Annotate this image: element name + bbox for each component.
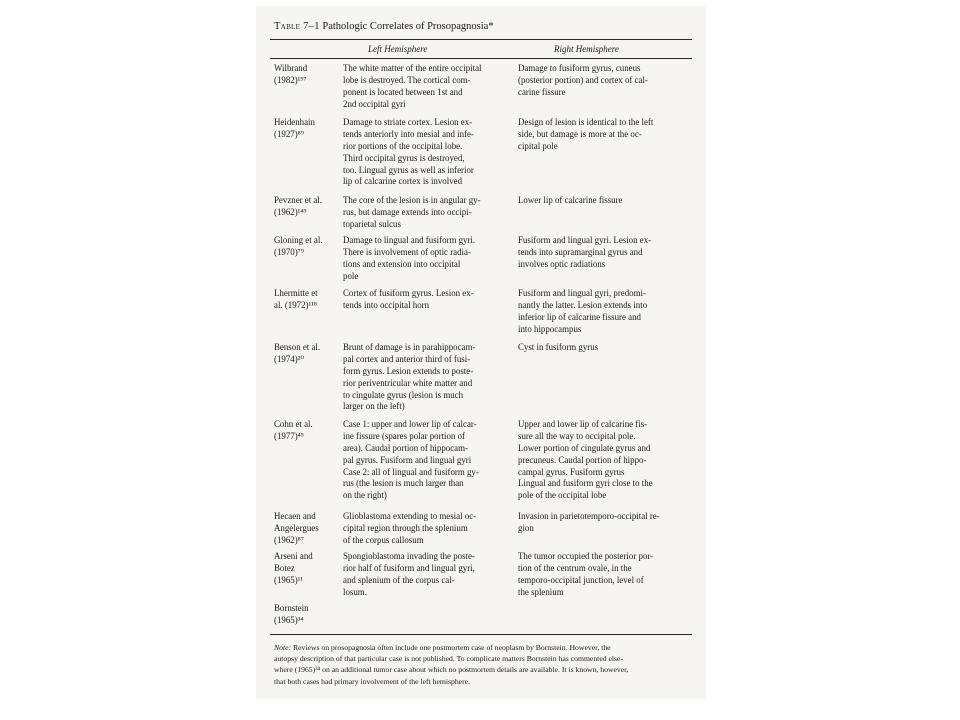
right-hemisphere-cell bbox=[518, 195, 622, 207]
cell-line: pole bbox=[343, 270, 359, 281]
cell-line: Lower portion of cingulate gyrus and bbox=[518, 442, 651, 453]
cell-line: Fusiform and lingual gyri, predomi- bbox=[518, 288, 646, 298]
cell-line: Hecaen and bbox=[274, 511, 316, 521]
cell-line: tion of the centrum ovale, in the bbox=[518, 562, 632, 573]
author-cell bbox=[274, 63, 307, 87]
cell-line: campal gyrus. Fusiform gyrus bbox=[518, 466, 625, 477]
scanned-page bbox=[256, 6, 706, 699]
cell-line: Brunt of damage is in parahippocam- bbox=[343, 342, 476, 352]
author-cell bbox=[274, 419, 313, 443]
cell-line: sure all the way to occipital pole. bbox=[518, 430, 636, 441]
right-hemisphere-cell bbox=[518, 117, 653, 153]
cell-line: Benson et al. bbox=[274, 342, 321, 352]
cell-line: Wilbrand bbox=[274, 63, 308, 73]
note-line bbox=[274, 642, 692, 653]
cell-line: lip of calcarine cortex is involved bbox=[343, 176, 463, 187]
cell-line: into hippocampus bbox=[518, 323, 582, 334]
cell-line: to cingulate gyrus (lesion is much bbox=[343, 389, 464, 400]
author-cell bbox=[274, 511, 319, 547]
cell-line: rus (the lesion is much larger than bbox=[343, 478, 464, 489]
cell-line: rior portions of the occipital lobe. bbox=[343, 140, 463, 151]
cell-line: (1927)⁸⁹ bbox=[274, 128, 304, 139]
left-hemisphere-cell bbox=[343, 551, 475, 599]
cell-line: Damage to fusiform gyrus, cuneus bbox=[518, 63, 641, 73]
cell-line: rior periventricular white matter and bbox=[343, 377, 473, 388]
cell-line: Lower lip of calcarine fissure bbox=[518, 195, 623, 205]
cell-line: Lingual and fusiform gyri close to the bbox=[518, 478, 653, 489]
left-hemisphere-cell bbox=[343, 117, 474, 188]
cell-line: (1974)²⁰ bbox=[274, 353, 304, 364]
cell-line: form gyrus. Lesion extends to poste- bbox=[343, 365, 474, 376]
left-hemisphere-cell bbox=[343, 63, 482, 111]
author-cell bbox=[274, 342, 320, 366]
cell-line: nantly the latter. Lesion extends into bbox=[518, 299, 648, 310]
right-hemisphere-cell bbox=[518, 342, 598, 354]
cell-line: ponent is located between 1st and bbox=[343, 86, 463, 97]
cell-line: larger on the left) bbox=[343, 401, 405, 412]
column-header-right: Right Hemisphere bbox=[554, 44, 619, 54]
header-rule bbox=[270, 58, 692, 59]
cell-line: cipital region through the splenium bbox=[343, 522, 468, 533]
right-hemisphere-cell bbox=[518, 288, 647, 336]
cell-line: 2nd occipital gyri bbox=[343, 98, 406, 109]
cell-line: Heidenhain bbox=[274, 117, 315, 127]
cell-line: (1970)⁷⁹ bbox=[274, 246, 304, 257]
cell-line: (1962)¹⁴⁹ bbox=[274, 206, 307, 217]
cell-line: lobe is destroyed. The cortical com- bbox=[343, 74, 471, 85]
cell-line: Damage to striate cortex. Lesion ex- bbox=[343, 117, 473, 127]
table-label: Table 7–1 bbox=[274, 21, 320, 32]
cell-line: inferior lip of calcarine fissure and bbox=[518, 311, 641, 322]
author-cell bbox=[274, 551, 313, 587]
cell-line: involves optic radiations bbox=[518, 258, 606, 269]
cell-line: Pevzner et al. bbox=[274, 195, 323, 205]
cell-line: Third occipital gyrus is destroyed, bbox=[343, 152, 465, 163]
note-lead: Note: bbox=[274, 643, 292, 652]
cell-line: (1965)¹¹ bbox=[274, 574, 303, 585]
cell-line: Case 2: all of lingual and fusiform gy- bbox=[343, 466, 479, 477]
cell-line: cipital pole bbox=[518, 140, 558, 151]
cell-line: Cortex of fusiform gyrus. Lesion ex- bbox=[343, 288, 474, 298]
cell-line: carine fissure bbox=[518, 86, 566, 97]
cell-line: (1965)³⁴ bbox=[274, 614, 304, 625]
note-line: that both cases had primary involvement of the left hemisphere. bbox=[274, 676, 470, 686]
right-hemisphere-cell bbox=[518, 235, 651, 271]
cell-line: The white matter of the entire occipital bbox=[343, 63, 482, 73]
left-hemisphere-cell bbox=[343, 511, 476, 547]
cell-line: Cohn et al. bbox=[274, 419, 313, 429]
cell-line: (1982)¹⁹⁷ bbox=[274, 74, 307, 85]
cell-line: tions and extension into occipital bbox=[343, 258, 461, 269]
table-title bbox=[274, 21, 494, 32]
right-hemisphere-cell bbox=[518, 511, 660, 535]
cell-line: of the corpus callosum bbox=[343, 534, 424, 545]
cell-line: toparietal sulcus bbox=[343, 218, 401, 229]
cell-line: too. Lingual gyrus as well as inferior bbox=[343, 164, 474, 175]
note-line: autopsy description of that particular case is not published. To complicate matters Bornstein has commented else- bbox=[274, 654, 624, 664]
right-hemisphere-cell bbox=[518, 63, 648, 99]
cell-line: Bornstein bbox=[274, 603, 309, 613]
cell-line: area). Caudal portion of hippocam- bbox=[343, 442, 468, 453]
cell-line: tends into occipital horn bbox=[343, 299, 430, 310]
column-header-left: Left Hemisphere bbox=[368, 44, 428, 54]
cell-line: Angelergues bbox=[274, 522, 319, 533]
author-cell bbox=[274, 603, 309, 627]
cell-line: al. (1972)¹¹⁸ bbox=[274, 299, 317, 310]
cell-line: Glioblastoma extending to mesial oc- bbox=[343, 511, 477, 521]
table-note bbox=[274, 642, 692, 687]
author-cell bbox=[274, 235, 323, 259]
cell-line: the splenium bbox=[518, 586, 564, 597]
cell-line: temporo-occipital junction, level of bbox=[518, 574, 644, 585]
cell-line: precuneus. Caudal portion of hippo- bbox=[518, 454, 647, 465]
cell-line: Upper and lower lip of calcarine fis- bbox=[518, 419, 648, 429]
author-cell bbox=[274, 195, 322, 219]
table-title-text: Pathologic Correlates of Prosopagnosia* bbox=[322, 21, 494, 32]
cell-line: pole of the occipital lobe bbox=[518, 490, 607, 501]
cell-line: gion bbox=[518, 522, 534, 533]
cell-line: There is involvement of optic radia- bbox=[343, 246, 471, 257]
cell-line: Design of lesion is identical to the left bbox=[518, 117, 654, 127]
cell-line: Damage to lingual and fusiform gyri. bbox=[343, 235, 476, 245]
cell-line: Spongioblastoma invading the poste- bbox=[343, 551, 475, 561]
cell-line: Cyst in fusiform gyrus bbox=[518, 342, 599, 352]
cell-line: Case 1: upper and lower lip of calcar- bbox=[343, 419, 477, 429]
cell-line: pal cortex and anterior third of fusi- bbox=[343, 353, 471, 364]
cell-line: Gloning et al. bbox=[274, 235, 323, 245]
note-line: where (1965)³⁴ on an additional tumor case about which no postmortem details are available. It is known, however, bbox=[274, 665, 629, 675]
author-cell bbox=[274, 288, 318, 312]
note-text: Reviews on prosopagnosia often include one postmortem case of neoplasm by Bornstein. However, the bbox=[293, 643, 611, 652]
cell-line: tends into supramarginal gyrus and bbox=[518, 246, 643, 257]
cell-line: Invasion in parietotemporo-occipital re- bbox=[518, 511, 660, 521]
cell-line: The core of the lesion is in angular gy- bbox=[343, 195, 481, 205]
cell-line: side, but damage is more at the oc- bbox=[518, 128, 642, 139]
left-hemisphere-cell bbox=[343, 235, 475, 283]
cell-line: on the right) bbox=[343, 490, 387, 501]
cell-line: (1962)⁸⁷ bbox=[274, 534, 304, 545]
cell-line: The tumor occupied the posterior por- bbox=[518, 551, 654, 561]
left-hemisphere-cell bbox=[343, 419, 479, 502]
bottom-rule bbox=[270, 634, 692, 635]
cell-line: (1977)⁴⁵ bbox=[274, 430, 304, 441]
left-hemisphere-cell bbox=[343, 288, 474, 312]
cell-line: pal gyrus. Fusiform and lingual gyri bbox=[343, 454, 472, 465]
cell-line: Botez bbox=[274, 562, 295, 573]
cell-line: (posterior portion) and cortex of cal- bbox=[518, 74, 648, 85]
cell-line: losum. bbox=[343, 586, 367, 597]
cell-line: tends anteriorly into mesial and infe- bbox=[343, 128, 474, 139]
author-cell bbox=[274, 117, 315, 141]
right-hemisphere-cell bbox=[518, 419, 653, 502]
cell-line: ine fissure (spares polar portion of bbox=[343, 430, 465, 441]
cell-line: Fusiform and lingual gyri. Lesion ex- bbox=[518, 235, 652, 245]
cell-line: rus, but damage extends into occipi- bbox=[343, 206, 472, 217]
left-hemisphere-cell bbox=[343, 195, 481, 231]
cell-line: Lhermitte et bbox=[274, 288, 318, 298]
right-hemisphere-cell bbox=[518, 551, 653, 599]
top-rule bbox=[270, 39, 692, 40]
left-hemisphere-cell bbox=[343, 342, 475, 413]
cell-line: and splenium of the corpus cal- bbox=[343, 574, 455, 585]
cell-line: rior half of fusiform and lingual gyri, bbox=[343, 562, 475, 573]
cell-line: Arseni and bbox=[274, 551, 313, 561]
